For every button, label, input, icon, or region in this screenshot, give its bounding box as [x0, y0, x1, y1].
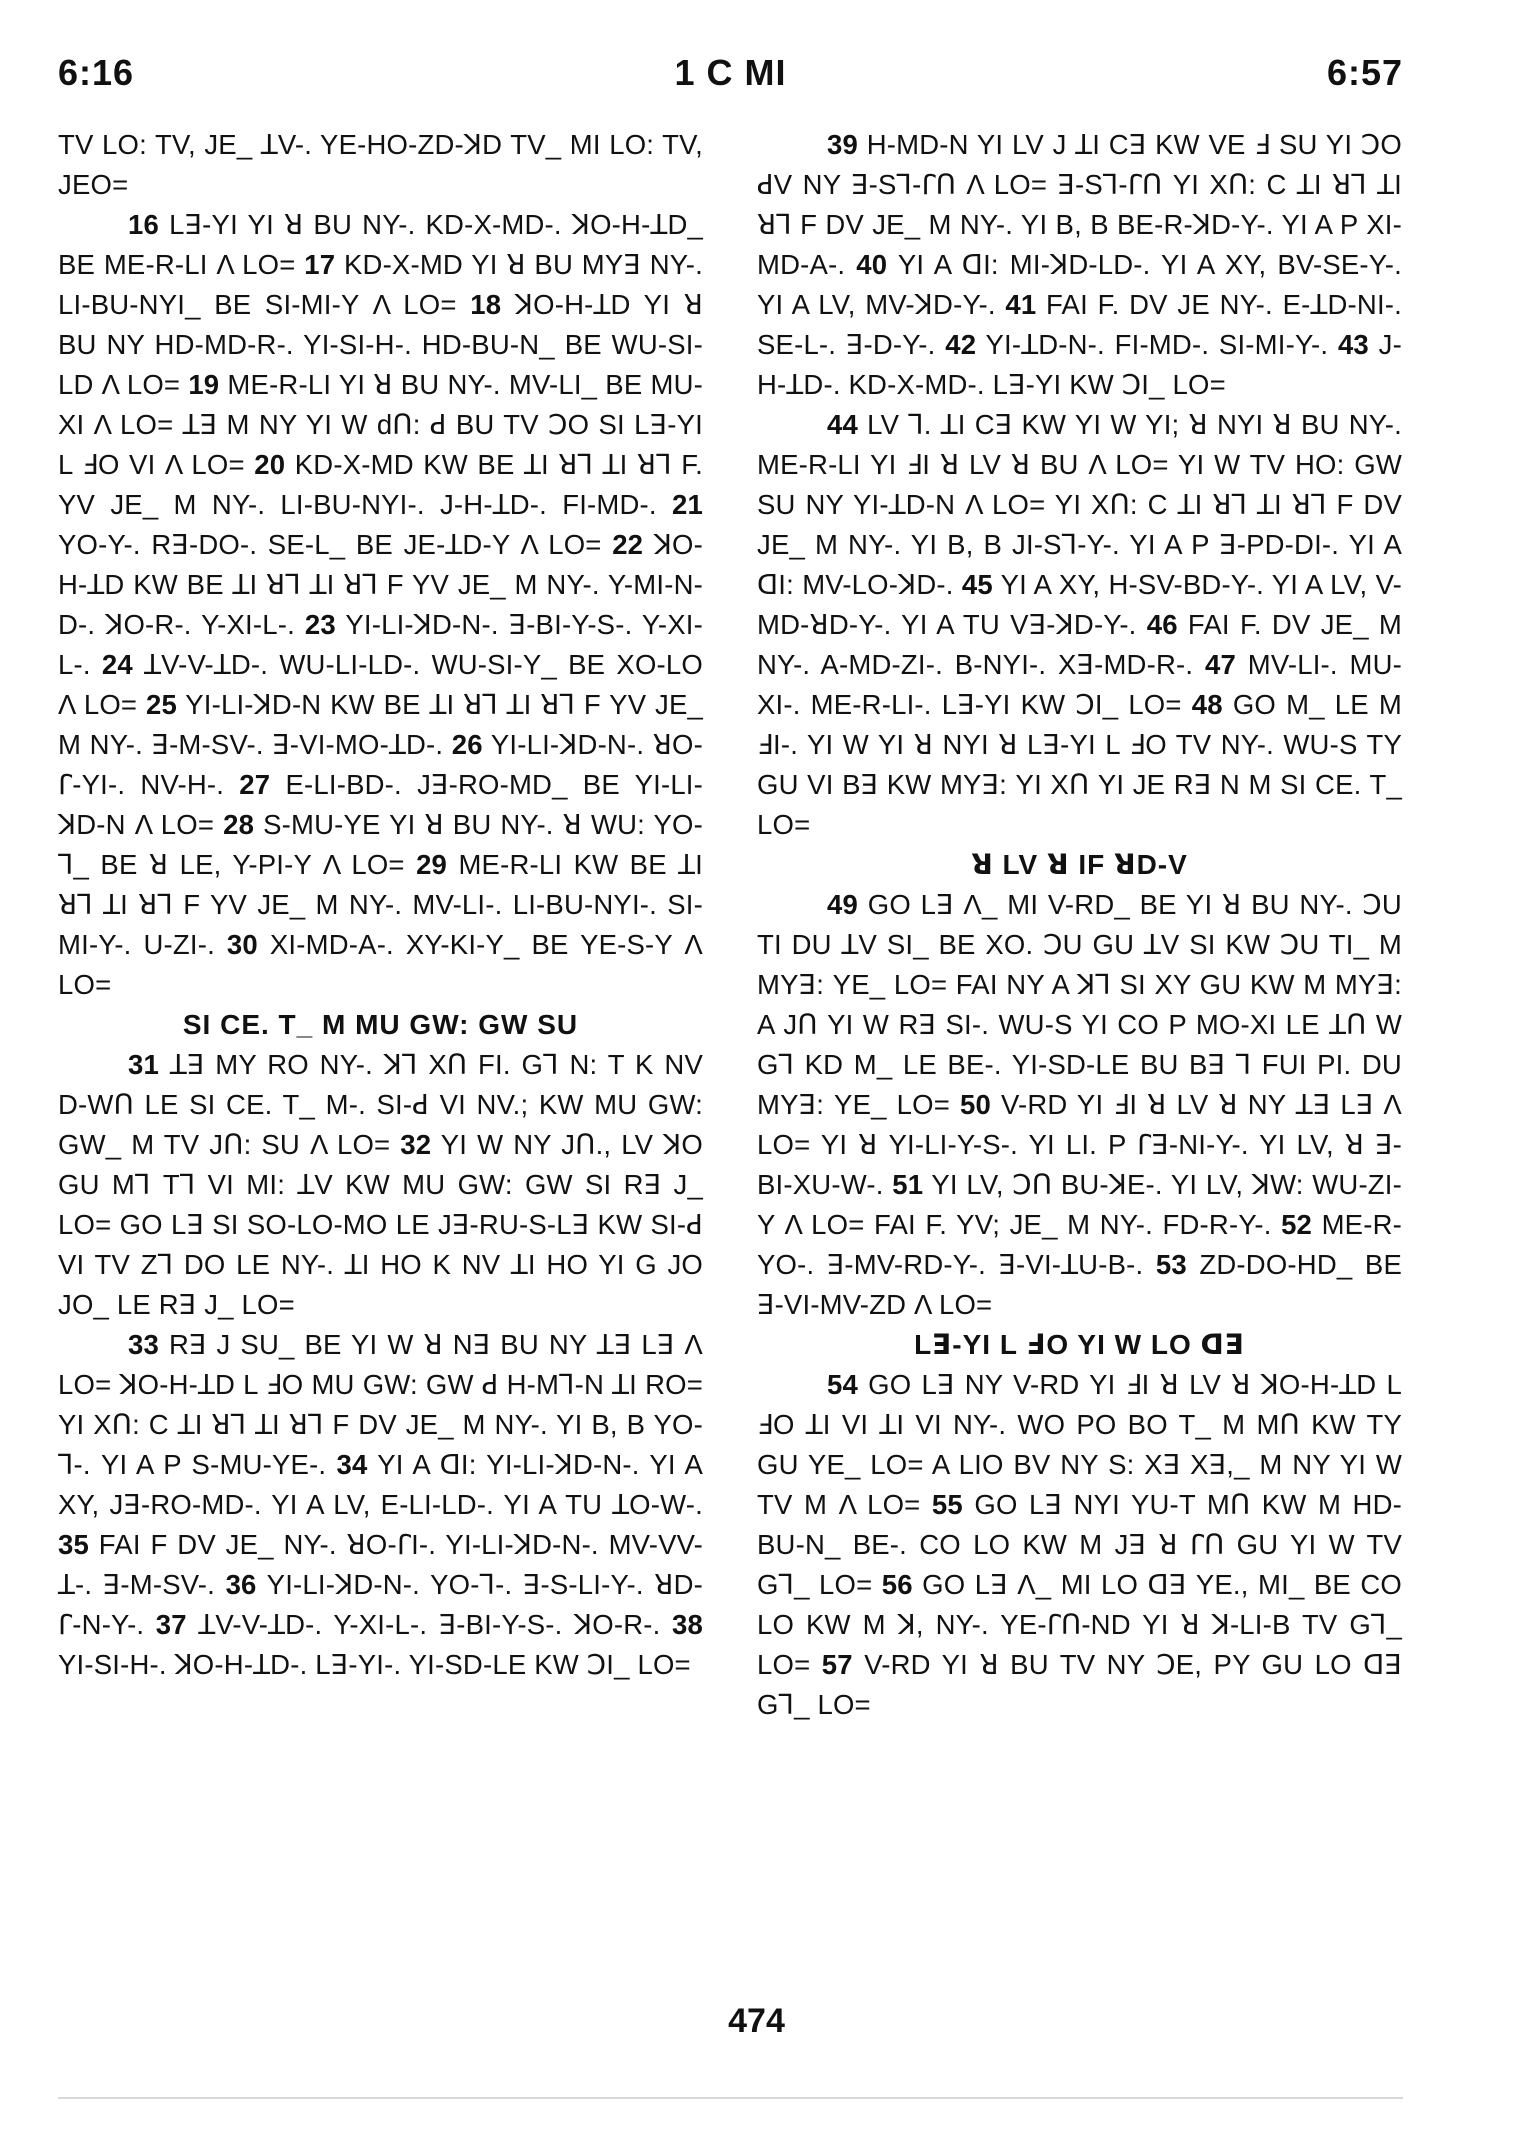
verse-number: 45	[961, 569, 993, 600]
verse-number: 53	[1155, 1249, 1187, 1280]
paragraph: 31 ꓕꓱ MY RO NY-. ꓘꓶ XՈ FI. Gꓶ N: T K NV D-WՈ LE SI CE. T_ M-. SI-ꓒ VI NV.; KW MU GW: GW_ M TV JՈ: SU Λ LO= 32 YI W NY JՈ., LV ꓘO GU Mꓶ Tꓶ VI MI: ꓕV KW MU GW: GW SI Rꓱ J_ LO= GO Lꓱ SI SO-LO-MO LE Jꓱ-RU-S-Lꓱ KW SI-ꓒ VI TV Zꓶ DO LE NY-. ꓕI HO K NV ꓕI HO YI G JO JO_ LE Rꓱ J_ LO=	[58, 1049, 703, 1320]
verse-number: 27	[239, 769, 271, 800]
header-chapter-verse-start: 6:16	[58, 52, 135, 93]
header-chapter-verse-end: 6:57	[1326, 52, 1403, 93]
verse-number: 18	[470, 289, 502, 320]
page-header	[58, 52, 1403, 102]
verse-number: 39	[827, 129, 858, 160]
paragraph: 49 GO Lꓱ Λ_ MI V-RD_ BE YI ꓤ BU NY-. ꓛU TI DU ꓕV SI_ BE XO. ꓛU GU ꓕV SI KW ꓛU TI_ M MYꓱ: YE_ LO= FAI NY A ꓘꓶ SI XY GU KW M MYꓱ: A JՈ YI W Rꓱ SI-. WU-S YI CO P MO-XI LE ꓕՈ W Gꓶ KD M_ LE BE-. YI-SD-LE BU Bꓱ ꓶ FUI PI. DU MYꓱ: YE_ LO= 50 V-RD YI ꓞI ꓤ LV ꓤ NY ꓕꓱ Lꓱ Λ LO= YI ꓤ YI-LI-Y-S-. YI LI. P ꓩꓱ-NI-Y-. YI LV, ꓤ ꓱ-BI-XU-W-. 51 YI LV, ꓛՈ BU-ꓘE-. YI LV, ꓘW: WU-ZI-Y Λ LO= FAI F. YV; JE_ M NY-. FD-R-Y-. 52 ME-R-YO-. ꓱ-MV-RD-Y-. ꓱ-VI-ꓕU-B-. 53 ZD-DO-HD_ BE ꓱ-VI-MV-ZD Λ LO=	[757, 889, 1403, 1320]
verse-number: 35	[58, 1529, 89, 1560]
page-number: 474	[728, 2002, 785, 2040]
verse-number: 55	[931, 1489, 963, 1520]
verse-number: 16	[128, 209, 159, 240]
verse-number: 33	[128, 1329, 159, 1360]
verse-number: 42	[945, 329, 977, 360]
paragraph: 54 GO Lꓱ NY V-RD YI ꓞI ꓤ LV ꓤ ꓘO-H-ꓕD L ꓞO ꓕI VI ꓕI VI NY-. WO PO BO T_ M MՈ KW TY GU YE_ LO= A LIO BV NY S: Xꓱ Xꓱ,_ M NY YI W TV M Λ LO= 55 GO Lꓱ NYI YU-T MՈ KW M HD-BU-N_ BE-. CO LO KW M Jꓱ ꓤ ꓩՈ GU YI W TV Gꓶ_ LO= 56 GO Lꓱ Λ_ MI LO ꓷꓱ YE., MI_ BE CO LO KW M ꓘ, NY-. YE-ꓩՈ-ND YI ꓤ ꓘ-LI-B TV Gꓶ_ LO= 57 V-RD YI ꓤ BU TV NY ꓛE, PY GU LO ꓷꓱ Gꓶ_ LO=	[757, 1369, 1402, 1720]
verse-number: 48	[1191, 689, 1223, 720]
verse-number: 34	[336, 1449, 368, 1480]
verse-number: 36	[225, 1569, 257, 1600]
verse-number: 51	[892, 1169, 924, 1200]
verse-number: 40	[856, 249, 888, 280]
paragraph: 33 Rꓱ J SU_ BE YI W ꓤ Nꓱ BU NY ꓕꓱ Lꓱ Λ LO= ꓘO-H-ꓕD L ꓞO MU GW: GW ꓒ H-Mꓶ-N ꓕI RO= YI XՈ: C ꓕI ꓤꓶ ꓕI ꓤꓶ F DV JE_ M NY-. YI B, B YO-ꓶ-. YI A P S-MU-YE-. 34 YI A ꓷI: YI-LI-ꓘD-N-. YI A XY, Jꓱ-RO-MD-. YI A LV, E-LI-LD-. YI A TU ꓕO-W-. 35 FAI F DV JE_ NY-. ꓤO-ꓩI-. YI-LI-ꓘD-N-. MV-VV-ꓕ-. ꓱ-M-SV-. 36 YI-LI-ꓘD-N-. YO-ꓶ-. ꓱ-S-LI-Y-. ꓤD-ꓩ-N-Y-. 37 ꓕV-V-ꓕD-. Y-XI-L-. ꓱ-BI-Y-S-. ꓘO-R-. 38 YI-SI-H-. ꓘO-H-ꓕD-. Lꓱ-YI-. YI-SD-LE KW ꓛI_ LO=	[58, 1329, 703, 1680]
verse-number: 47	[1204, 649, 1236, 680]
section-heading: Lꓱ-YI L ꓞO YI W LO ꓷꓱ	[914, 1329, 1245, 1360]
paragraph: 16 Lꓱ-YI YI ꓤ BU NY-. KD-X-MD-. ꓘO-H-ꓕD_ BE ME-R-LI Λ LO= 17 KD-X-MD YI ꓤ BU MYꓱ NY-. LI-BU-NYI_ BE SI-MI-Y Λ LO= 18 ꓘO-H-ꓕD YI ꓤ BU NY HD-MD-R-. YI-SI-H-. HD-BU-N_ BE WU-SI-LD Λ LO= 19 ME-R-LI YI ꓤ BU NY-. MV-LI_ BE MU-XI Λ LO= ꓕꓱ M NY YI W dՈ: ꓒ BU TV ꓛO SI Lꓱ-YI L ꓞO VI Λ LO= 20 KD-X-MD KW BE ꓕI ꓤꓶ ꓕI ꓤꓶ F. YV JE_ M NY-. LI-BU-NYI-. J-H-ꓕD-. FI-MD-. 21 YO-Y-. Rꓱ-DO-. SE-L_ BE JE-ꓕD-Y Λ LO= 22 ꓘO-H-ꓕD KW BE ꓕI ꓤꓶ ꓕI ꓤꓶ F YV JE_ M NY-. Y-MI-N-D-. ꓘO-R-. Y-XI-L-. 23 YI-LI-ꓘD-N-. ꓱ-BI-Y-S-. Y-XI-L-. 24 ꓕV-V-ꓕD-. WU-LI-LD-. WU-SI-Y_ BE XO-LO Λ LO= 25 YI-LI-ꓘD-N KW BE ꓕI ꓤꓶ ꓕI ꓤꓶ F YV JE_ M NY-. ꓱ-M-SV-. ꓱ-VI-MO-ꓕD-. 26 YI-LI-ꓘD-N-. ꓤO-ꓩ-YI-. NV-H-. 27 E-LI-BD-. Jꓱ-RO-MD_ BE YI-LI-ꓘD-N Λ LO= 28 S-MU-YE YI ꓤ BU NY-. ꓤ WU: YO-ꓶ_ BE ꓤ LE, Y-PI-Y Λ LO= 29 ME-R-LI KW BE ꓕI ꓤꓶ ꓕI ꓤꓶ F YV JE_ M NY-. MV-LI-. LI-BU-NYI-. SI-MI-Y-. U-ZI-. 30 XI-MD-A-. XY-KI-Y_ BE YE-S-Y Λ LO=	[58, 209, 704, 1000]
verse-number: 57	[821, 1649, 853, 1680]
section-heading: SI CE. T_ M MU GW: GW SU	[182, 1009, 579, 1040]
verse-number: 46	[1146, 609, 1178, 640]
verse-number: 50	[959, 1089, 991, 1120]
verse-number: 32	[400, 1129, 432, 1160]
verse-number: 44	[827, 409, 858, 440]
verse-number: 28	[223, 809, 255, 840]
verse-number: 23	[304, 609, 336, 640]
verse-number: 30	[226, 929, 258, 960]
verse-number: 21	[672, 489, 703, 520]
verse-number: 56	[881, 1569, 913, 1600]
section-heading: ꓤ LV ꓤ IF ꓤD-V	[971, 849, 1188, 880]
paragraph: 39 H-MD-N YI LV J ꓕI Cꓱ KW VE ꓞ SU YI ꓛO ꓒV NY ꓱ-Sꓶ-ꓩՈ Λ LO= ꓱ-Sꓶ-ꓩՈ YI XՈ: C ꓕI ꓤꓶ ꓕI ꓤꓶ F DV JE_ M NY-. YI B, B BE-R-ꓘD-Y-. YI A P XI-MD-A-. 40 YI A ꓷI: MI-ꓘD-LD-. YI A XY, BV-SE-Y-. YI A LV, MV-ꓘD-Y-. 41 FAI F. DV JE NY-. E-ꓕD-NI-. SE-L-. ꓱ-D-Y-. 42 YI-ꓕD-N-. FI-MD-. SI-MI-Y-. 43 J-H-ꓕD-. KD-X-MD-. Lꓱ-YI KW ꓛI_ LO=	[757, 129, 1402, 400]
verse-number: 22	[612, 529, 644, 560]
verse-number: 52	[1281, 1209, 1313, 1240]
verse-number: 37	[155, 1609, 187, 1640]
verse-number: 17	[304, 249, 336, 280]
paragraph: TV LO: TV, JE_ ꓕV-. YE-HO-ZD-ꓘD TV_ MI LO: TV, JEO=	[58, 129, 703, 200]
verse-number: 25	[145, 689, 177, 720]
verse-number: 49	[827, 889, 858, 920]
right-column	[757, 125, 1402, 1725]
verse-number: 38	[672, 1609, 703, 1640]
paragraph: 44 LV ꓶ. ꓕI Cꓱ KW YI W YI; ꓤ NYI ꓤ BU NY-. ME-R-LI YI ꓞI ꓤ LV ꓤ BU Λ LO= YI W TV HO: GW SU NY YI-ꓕD-N Λ LO= YI XՈ: C ꓕI ꓤꓶ ꓕI ꓤꓶ F DV JE_ M NY-. YI B, B JI-Sꓶ-Y-. YI A P ꓱ-PD-DI-. YI A ꓷI: MV-LO-ꓘD-. 45 YI A XY, H-SV-BD-Y-. YI A LV, V-MD-ꓤD-Y-. YI A TU Vꓱ-ꓘD-Y-. 46 FAI F. DV JE_ M NY-. A-MD-ZI-. B-NYI-. Xꓱ-MD-R-. 47 MV-LI-. MU-XI-. ME-R-LI-. Lꓱ-YI KW ꓛI_ LO= 48 GO M_ LE M ꓞI-. YI W YI ꓤ NYI ꓤ Lꓱ-YI L ꓞO TV NY-. WU-S TY GU VI Bꓱ KW MYꓱ: YI XՈ YI JE Rꓱ N M SI CE. T_ LO=	[757, 409, 1402, 840]
verse-number: 20	[254, 449, 286, 480]
header-book-title: 1 C MI	[674, 52, 787, 93]
verse-number: 24	[101, 649, 133, 680]
verse-number: 29	[416, 849, 448, 880]
verse-number: 26	[451, 729, 483, 760]
verse-number: 43	[1337, 329, 1369, 360]
verse-number: 31	[128, 1049, 159, 1080]
verse-number: 41	[1005, 289, 1037, 320]
verse-number: 54	[827, 1369, 858, 1400]
bottom-scan-line	[58, 2097, 1403, 2099]
verse-number: 19	[188, 369, 220, 400]
left-column	[58, 125, 703, 1685]
